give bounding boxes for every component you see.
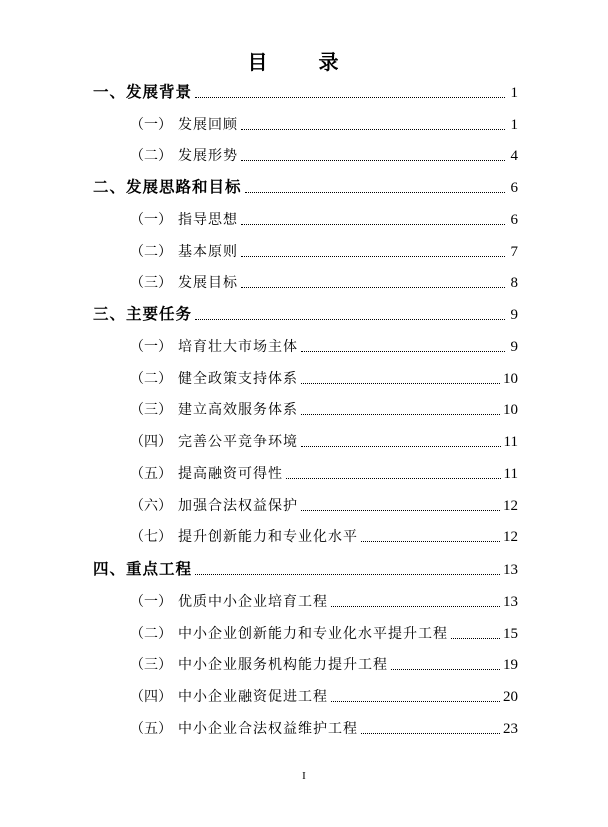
toc-section-entry[interactable] [130,207,518,229]
toc-entry-number: （三） [130,275,172,291]
toc-section-entry[interactable] [130,493,518,515]
toc-page-number: 9 [510,339,518,355]
toc-dot-leader [241,128,505,130]
toc-entry-label [130,654,388,674]
toc-page-number: 23 [503,721,518,737]
toc-section-entry[interactable] [130,684,518,706]
toc-entry-number: （六） [130,498,172,514]
toc-entry-text: 指导思想 [178,212,238,228]
toc-page-number: 7 [510,244,518,260]
toc-entry-text: 健全政策支持体系 [178,371,298,387]
toc-dot-leader [241,223,505,225]
toc-entry-text: 培育壮大市场主体 [178,339,298,355]
toc-dot-leader [451,637,500,639]
toc-dot-leader [301,413,500,415]
toc-page-number: 12 [503,498,518,514]
toc-entry-label: 一、发展背景 [93,83,193,101]
toc-page-number: 9 [510,307,518,323]
toc-dot-leader [286,477,501,479]
toc-dot-leader [361,732,500,734]
toc-title: 目 录 [247,50,361,74]
toc-section-entry[interactable] [130,589,518,611]
toc-entry-text: 优质中小企业培育工程 [178,594,328,610]
toc-chapter-entry[interactable] [93,80,518,102]
toc-section-entry[interactable] [130,621,518,643]
toc-entry-label: 二、发展思路和目标 [93,178,242,196]
toc-page-number: 1 [510,117,518,133]
toc-section-entry[interactable] [130,143,518,165]
toc-entry-label [130,526,358,546]
toc-entry-label [130,686,328,706]
toc-entry-number: （四） [130,689,172,705]
toc-page-number: 19 [503,657,518,673]
toc-entry-label [130,495,298,515]
toc-entry-number: （三） [130,657,172,673]
toc-dot-leader [301,382,500,384]
toc-entry-number: （二） [130,626,172,642]
toc-entry-text: 中小企业服务机构能力提升工程 [178,657,388,673]
toc-page-number: 11 [503,434,518,450]
toc-chapter-entry[interactable] [93,175,518,197]
toc-page-number: 1 [510,85,518,101]
toc-entry-text: 中小企业合法权益维护工程 [178,721,358,737]
toc-dot-leader [195,573,500,575]
toc-dot-leader [245,191,505,193]
toc-entry-text: 加强合法权益保护 [178,498,298,514]
toc-entry-label [130,209,238,229]
toc-section-entry[interactable] [130,270,518,292]
toc-entry-number: （一） [130,594,172,610]
toc-entry-text: 基本原则 [178,244,238,260]
toc-dot-leader [241,159,505,161]
toc-entry-label [130,431,298,451]
toc-page-number: 8 [510,275,518,291]
toc-entry-number: （二） [130,148,172,164]
toc-section-entry[interactable] [130,334,518,356]
toc-dot-leader [301,445,501,447]
toc-section-entry[interactable] [130,366,518,388]
toc-page-number: 10 [503,402,518,418]
toc-dot-leader [331,605,500,607]
toc-dot-leader [195,96,505,98]
toc-dot-leader [391,668,500,670]
toc-page-number: 15 [503,626,518,642]
toc-dot-leader [331,700,500,702]
toc-entry-number: （二） [130,244,172,260]
toc-entry-number: （三） [130,402,172,418]
toc-entry-text: 建立高效服务体系 [178,402,298,418]
page-number: I [302,770,306,782]
toc-page-number: 13 [503,594,518,610]
toc-page-number: 10 [503,371,518,387]
toc-section-entry[interactable] [130,524,518,546]
toc-dot-leader [195,318,505,320]
toc-section-entry[interactable] [130,112,518,134]
toc-entry-number: （二） [130,371,172,387]
toc-entry-number: （一） [130,212,172,228]
toc-page-number: 6 [510,212,518,228]
toc-page-number: 4 [510,148,518,164]
toc-dot-leader [361,540,500,542]
toc-page-number: 12 [503,529,518,545]
toc-entry-text: 发展形势 [178,148,238,164]
toc-section-entry[interactable] [130,716,518,738]
toc-dot-leader [241,286,505,288]
toc-page-number: 13 [503,562,518,578]
toc-entry-text: 提升创新能力和专业化水平 [178,529,358,545]
toc-page-number: 20 [503,689,518,705]
toc-section-entry[interactable] [130,397,518,419]
toc-page-number: 6 [510,180,518,196]
toc-page-number: 11 [503,466,518,482]
toc-entry-label: 四、重点工程 [93,560,193,578]
toc-chapter-entry[interactable] [93,557,518,579]
toc-entry-text: 中小企业创新能力和专业化水平提升工程 [178,626,448,642]
toc-entry-text: 发展目标 [178,275,238,291]
toc-entry-text: 完善公平竞争环境 [178,434,298,450]
toc-entry-label [130,114,238,134]
toc-chapter-entry[interactable] [93,302,518,324]
toc-entry-label [130,145,238,165]
toc-entry-number: （七） [130,529,172,545]
toc-section-entry[interactable] [130,239,518,261]
toc-entry-label [130,272,238,292]
toc-section-entry[interactable] [130,429,518,451]
toc-entry-number: （一） [130,339,172,355]
toc-entry-text: 提高融资可得性 [178,466,283,482]
toc-entry-label [130,591,328,611]
toc-entry-number: （一） [130,117,172,133]
toc-entry-label [130,336,298,356]
toc-entry-label: 三、主要任务 [93,305,193,323]
toc-section-entry[interactable] [130,652,518,674]
toc-entry-label [130,241,238,261]
toc-entry-text: 中小企业融资促进工程 [178,689,328,705]
toc-entry-label [130,623,448,643]
toc-entry-number: （五） [130,466,172,482]
toc-dot-leader [241,255,505,257]
toc-entry-label [130,399,298,419]
toc-entry-label [130,368,298,388]
toc-entry-label [130,463,283,483]
toc-entry-number: （五） [130,721,172,737]
toc-section-entry[interactable] [130,461,518,483]
toc-dot-leader [301,509,500,511]
toc-entry-number: （四） [130,434,172,450]
toc-entry-label [130,718,358,738]
toc-entry-text: 发展回顾 [178,117,238,133]
toc-dot-leader [301,350,505,352]
